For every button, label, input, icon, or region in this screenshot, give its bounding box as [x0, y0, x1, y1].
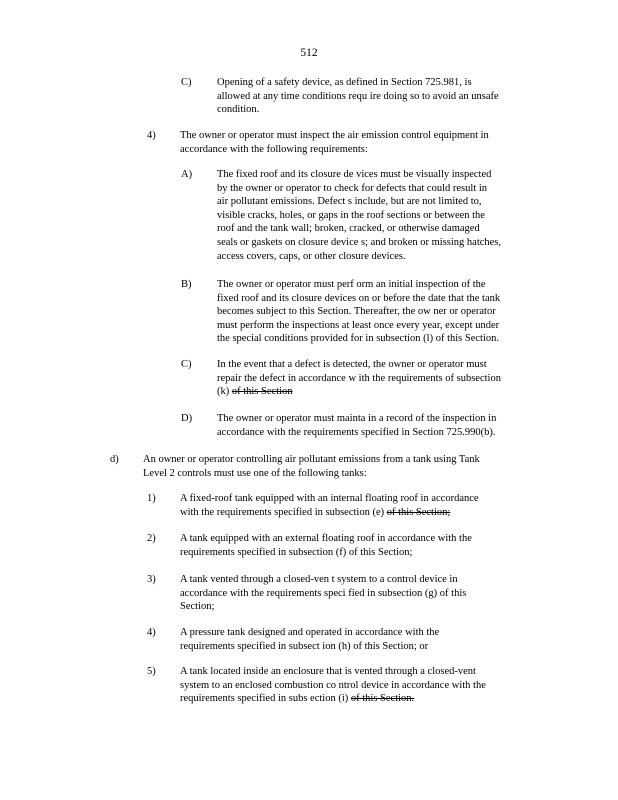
- list-item: [181, 76, 499, 117]
- text-segment: The fixed roof and its closure de vices must be visually inspected: [217, 169, 492, 180]
- text-segment: A tank located inside an enclosure that is vented through a closed-vent: [180, 666, 476, 677]
- item-label: 1): [147, 493, 156, 504]
- text-segment: A tank equipped with an external floating roof in accordance with the: [180, 533, 472, 544]
- item-label: 2): [147, 533, 156, 544]
- text-segment: the special conditions provided for in subsection (l) of this Section.: [217, 333, 499, 345]
- text-line: [180, 129, 489, 143]
- text-segment: roof and the tank wall; broken, cracked, or otherwise damaged: [217, 223, 480, 235]
- text-segment: The owner or operator must perf orm an initial inspection of the: [217, 279, 486, 290]
- item-text: [217, 412, 496, 439]
- struck-text: of this Section.: [350, 693, 415, 705]
- text-segment: allowed at any time conditions requ ire doing so to avoid an unsafe: [217, 90, 499, 102]
- text-segment: accordance with the requirements speci fied in subsection (g) of this: [180, 587, 467, 599]
- text-line: [180, 692, 486, 706]
- text-segment: requirements specified in subsection (f) of this Section;: [180, 546, 413, 558]
- text-segment: The owner or operator must inspect the air emission control equipment in: [180, 130, 489, 141]
- item-text: [217, 76, 499, 117]
- text-line: [217, 278, 500, 292]
- text-line: [217, 76, 499, 90]
- text-line: [217, 372, 501, 386]
- text-segment: accordance with the requirements specified in Section 725.990(b).: [217, 426, 496, 438]
- list-item: [147, 573, 466, 614]
- text-line: [217, 412, 496, 426]
- list-item: [147, 129, 489, 156]
- text-line: [217, 90, 499, 104]
- item-text: [180, 532, 472, 559]
- text-segment: condition.: [217, 104, 260, 116]
- list-item: [110, 453, 480, 480]
- list-item: [147, 492, 479, 519]
- item-label: C): [181, 77, 192, 88]
- item-label: 4): [147, 130, 156, 141]
- text-segment: Section;: [180, 601, 215, 613]
- text-segment: accordance with the following requirements:: [180, 143, 368, 155]
- item-text: [180, 665, 486, 706]
- text-segment: The owner or operator must mainta in a record of the inspection in: [217, 413, 497, 424]
- text-segment: with the requirements specified in subsection (e): [180, 506, 387, 518]
- list-item: [147, 532, 472, 559]
- text-line: [217, 209, 501, 223]
- item-label: 3): [147, 574, 156, 585]
- text-line: [217, 305, 500, 319]
- item-text: [180, 626, 439, 653]
- text-line: [180, 573, 466, 587]
- text-segment: (k): [217, 386, 232, 398]
- list-item: [147, 665, 486, 706]
- text-line: [180, 587, 466, 601]
- text-line: [180, 665, 486, 679]
- text-line: [180, 492, 479, 506]
- text-line: [180, 506, 479, 520]
- text-line: [217, 236, 501, 250]
- text-segment: requirements specified in subs ection (i): [180, 693, 351, 705]
- struck-text: of this Section;: [386, 506, 451, 518]
- text-line: [217, 332, 500, 346]
- item-label: d): [110, 454, 119, 465]
- text-segment: In the event that a defect is detected, the owner or operator must: [217, 359, 487, 370]
- item-text: [180, 573, 466, 614]
- text-line: [217, 103, 499, 117]
- page-number: 512: [300, 47, 318, 59]
- item-text: [217, 358, 501, 399]
- item-label: A): [181, 169, 193, 180]
- text-line: [180, 679, 486, 693]
- text-segment: must perform the inspections at least once every year, except under: [217, 319, 500, 331]
- item-text: [180, 492, 479, 519]
- text-line: [180, 532, 472, 546]
- text-line: [217, 222, 501, 236]
- text-segment: access covers, caps, or other closure devices.: [217, 250, 406, 262]
- text-segment: requirements specified in subsect ion (h) of this Section; or: [180, 640, 429, 652]
- text-line: [143, 453, 480, 467]
- text-line: [217, 426, 496, 440]
- text-line: [180, 626, 439, 640]
- text-line: [217, 319, 500, 333]
- text-line: [217, 182, 501, 196]
- text-line: [180, 600, 466, 614]
- text-line: [217, 292, 500, 306]
- item-text: [143, 453, 480, 480]
- text-segment: Opening of a safety device, as defined in Section 725.981, is: [217, 77, 472, 88]
- item-label: 4): [147, 627, 156, 638]
- text-segment: repair the defect in accordance w ith the requirements of subsection: [217, 372, 501, 384]
- text-segment: An owner or operator controlling air pollutant emissions from a tank using Tank: [143, 454, 480, 465]
- text-line: [143, 467, 480, 481]
- text-segment: becomes subject to this Section. Thereafter, the ow ner or operator: [217, 306, 496, 318]
- text-line: [180, 143, 489, 157]
- text-line: [180, 546, 472, 560]
- item-label: C): [181, 359, 192, 370]
- item-label: 5): [147, 666, 156, 677]
- item-text: [217, 278, 500, 346]
- item-label: B): [181, 279, 192, 290]
- list-item: [181, 278, 500, 346]
- list-item: [181, 168, 501, 263]
- text-segment: A fixed-roof tank equipped with an internal floating roof in accordance: [180, 493, 479, 504]
- text-segment: fixed roof and its closure devices on or before the date that the tank: [217, 292, 501, 304]
- text-segment: seals or gaskets on closure device s; and broken or missing hatches,: [217, 236, 502, 248]
- item-text: [180, 129, 489, 156]
- item-text: [217, 168, 501, 263]
- text-segment: system to an enclosed combustion co ntrol device in accordance with the: [180, 679, 486, 691]
- text-line: [217, 195, 501, 209]
- list-item: [181, 412, 496, 439]
- text-segment: Level 2 controls must use one of the following tanks:: [143, 467, 367, 479]
- item-label: D): [181, 413, 193, 424]
- text-line: [217, 250, 501, 264]
- text-line: [217, 358, 501, 372]
- text-line: [217, 385, 501, 399]
- text-line: [217, 168, 501, 182]
- struck-text: of this Section: [231, 386, 293, 398]
- text-line: [180, 640, 439, 654]
- list-item: [181, 358, 501, 399]
- text-segment: air pollutant emissions. Defect s include, but are not limited to,: [217, 196, 482, 208]
- list-item: [147, 626, 439, 653]
- text-segment: by the owner or operator to check for defects that could result in: [217, 182, 487, 194]
- text-segment: A pressure tank designed and operated in accordance with the: [180, 627, 440, 638]
- text-segment: A tank vented through a closed-ven t system to a control device in: [180, 574, 458, 585]
- text-segment: visible cracks, holes, or gaps in the roof sections or between the: [217, 209, 485, 221]
